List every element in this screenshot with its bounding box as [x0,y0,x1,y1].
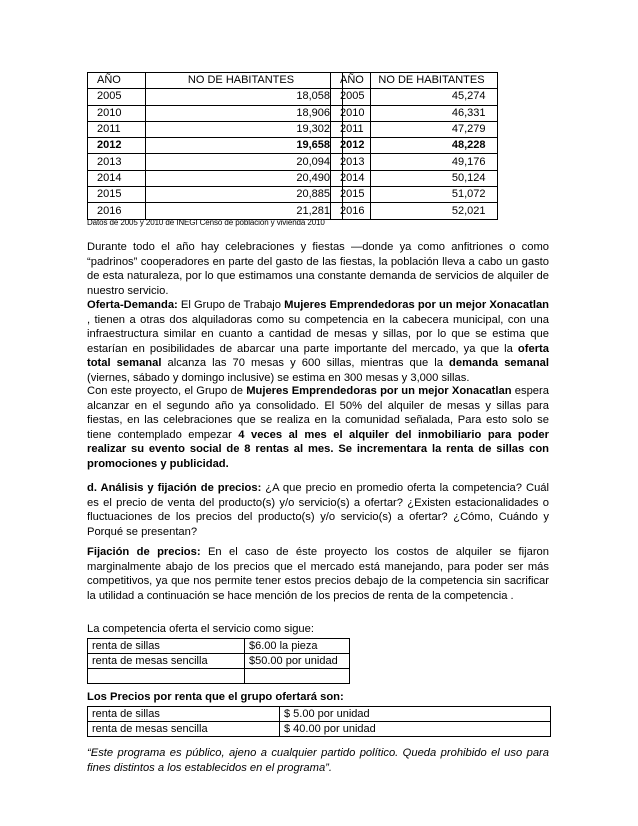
population-table-left [87,72,343,220]
inhabitants-cell: 21,281 [146,203,343,219]
price-cell: $ 40.00 por unidad [280,722,551,737]
table-row [331,170,498,186]
inhabitants-cell: 19,302 [146,121,343,137]
year-cell: 2005 [88,89,146,105]
table-row [88,639,350,654]
group-name: Mujeres Emprendedoras por un mejor Xonacatlan [284,299,549,311]
year-cell: 2011 [88,121,146,137]
price-setting-paragraph: Fijación de precios: En el caso de éste proyecto los costos de alquiler se fijaron marginalmente abajo de los precios que el mercado está manejando, para poder ser más competitivos, ya que nos permite tener estos precios debajo de la competencia sin sacrificar la utilidad a continuación se hace mención de los precios de renta de la competencia . [87,546,549,602]
table-header-row [88,73,343,89]
year-cell: 2016 [331,203,371,219]
year-cell: 2012 [331,138,371,154]
group-name: Mujeres Emprendedoras por un mejor Xonacatlan [246,385,512,397]
inhabitants-cell: 51,072 [371,187,498,203]
disclaimer: “Este programa es público, ajeno a cualquier partido político. Queda prohibido el uso para fines distintos a los establecidos en el programa”. [87,747,549,774]
inhabitants-cell: 50,124 [371,170,498,186]
year-cell: 2010 [88,105,146,121]
item-cell: renta de mesas sencilla [88,654,245,669]
table-row [88,203,343,219]
item-cell: renta de sillas [88,639,245,654]
table-row [88,654,350,669]
item-cell: renta de mesas sencilla [88,722,280,737]
inhabitants-cell: 18,906 [146,105,343,121]
inhabitants-header: NO DE HABITANTES [146,73,343,89]
group-prices-label: Los Precios por renta que el grupo ofertará son: [87,691,344,703]
inhabitants-cell: 19,658 [146,138,343,154]
table-row [88,89,343,105]
inhabitants-cell: 52,021 [371,203,498,219]
price-cell: $ 5.00 por unidad [280,707,551,722]
price-setting-heading: Fijación de precios: [87,546,201,558]
table-row [331,203,498,219]
inhabitants-cell: 45,274 [371,89,498,105]
price-analysis-paragraph: d. Análisis y fijación de precios: ¿A que precio en promedio oferta la competencia? Cuál es el precio de venta del producto(s) y/o servicio(s) a ofertar? ¿Existen estacionalidades o fluctuaciones de los precios del producto(s) y/o servicio(s) a ofertar? ¿Cómo, Cuándo y Porqué se presentan? [87,482,549,538]
table-row [88,722,551,737]
price-cell [245,669,350,684]
table-row [88,707,551,722]
table-row [88,121,343,137]
table-row [331,105,498,121]
year-cell: 2012 [88,138,146,154]
table-row [331,121,498,137]
table-row [88,170,343,186]
year-cell: 2013 [331,154,371,170]
price-analysis-heading: d. Análisis y fijación de precios: [87,482,262,494]
price-cell: $50.00 por unidad [245,654,350,669]
table-row [331,154,498,170]
year-header: AÑO [331,73,371,89]
table-row [88,187,343,203]
year-cell: 2011 [331,121,371,137]
table-row [331,89,498,105]
competition-prices-table [87,638,350,684]
table-row [88,105,343,121]
table-row-highlighted [88,138,343,154]
table-row-highlighted [331,138,498,154]
price-cell: $6.00 la pieza [245,639,350,654]
supply-demand-heading: Oferta-Demanda: [87,299,178,311]
year-cell: 2013 [88,154,146,170]
group-prices-table [87,706,551,737]
year-cell: 2005 [331,89,371,105]
inhabitants-cell: 46,331 [371,105,498,121]
year-cell: 2014 [331,170,371,186]
supply-demand-paragraph: Oferta-Demanda: El Grupo de Trabajo Mujeres Emprendedoras por un mejor Xonacatlan , tienen a otras dos alquiladoras como su competencia en la cabecera municipal, con una infraestructura similar en cuanto a cantidad de mesas y sillas, por lo que se estima que estarían en posibilidades de abarcar una parte importante del mercado, ya que la oferta total semanal alcanza las 70 mesas y 600 sillas, mientras que la demanda semanal (viernes, sábado y domingo inclusive) se estima en 300 mesas y 3,000 sillas. [87,299,549,384]
year-cell: 2015 [88,187,146,203]
source-note: Datos de 2005 y 2010 de INEGI Censo de población y vivienda 2010 [87,218,325,227]
table-row [88,669,350,684]
celebrations-paragraph: Durante todo el año hay celebraciones y fiestas —donde ya como anfitriones o como “padrinos” cooperadores en parte del gasto de las fiestas, la población lleva a cabo un gasto de esta naturaleza, por lo que estimamos una constante demanda de servicios de alquiler de nuestro servicio. [87,241,549,297]
inhabitants-cell: 48,228 [371,138,498,154]
inhabitants-cell: 47,279 [371,121,498,137]
item-cell: renta de sillas [88,707,280,722]
year-cell: 2016 [88,203,146,219]
table-row [331,187,498,203]
item-cell [88,669,245,684]
competition-label: La competencia oferta el servicio como sigue: [87,623,314,635]
year-cell: 2014 [88,170,146,186]
inhabitants-cell: 49,176 [371,154,498,170]
inhabitants-header: NO DE HABITANTES [371,73,498,89]
year-cell: 2010 [331,105,371,121]
inhabitants-cell: 18,058 [146,89,343,105]
project-paragraph: Con este proyecto, el Grupo de Mujeres Emprendedoras por un mejor Xonacatlan espera alcanzar en el segundo año ya consolidado. El 50% del alquiler de mesas y sillas para fiestas, en las celebraciones que se realiza en la comunidad señalada, Para esto solo se tiene contemplado empezar 4 veces al mes el alquiler del inmobiliario para poder realizar su evento social de 8 rentas al mes. Se incrementara la renta de sillas con promociones y publicidad. [87,385,550,470]
table-header-row [331,73,498,89]
inhabitants-cell: 20,094 [146,154,343,170]
year-header: AÑO [88,73,146,89]
inhabitants-cell: 20,490 [146,170,343,186]
population-table-right [330,72,498,220]
table-row [88,154,343,170]
inhabitants-cell: 20,885 [146,187,343,203]
year-cell: 2015 [331,187,371,203]
